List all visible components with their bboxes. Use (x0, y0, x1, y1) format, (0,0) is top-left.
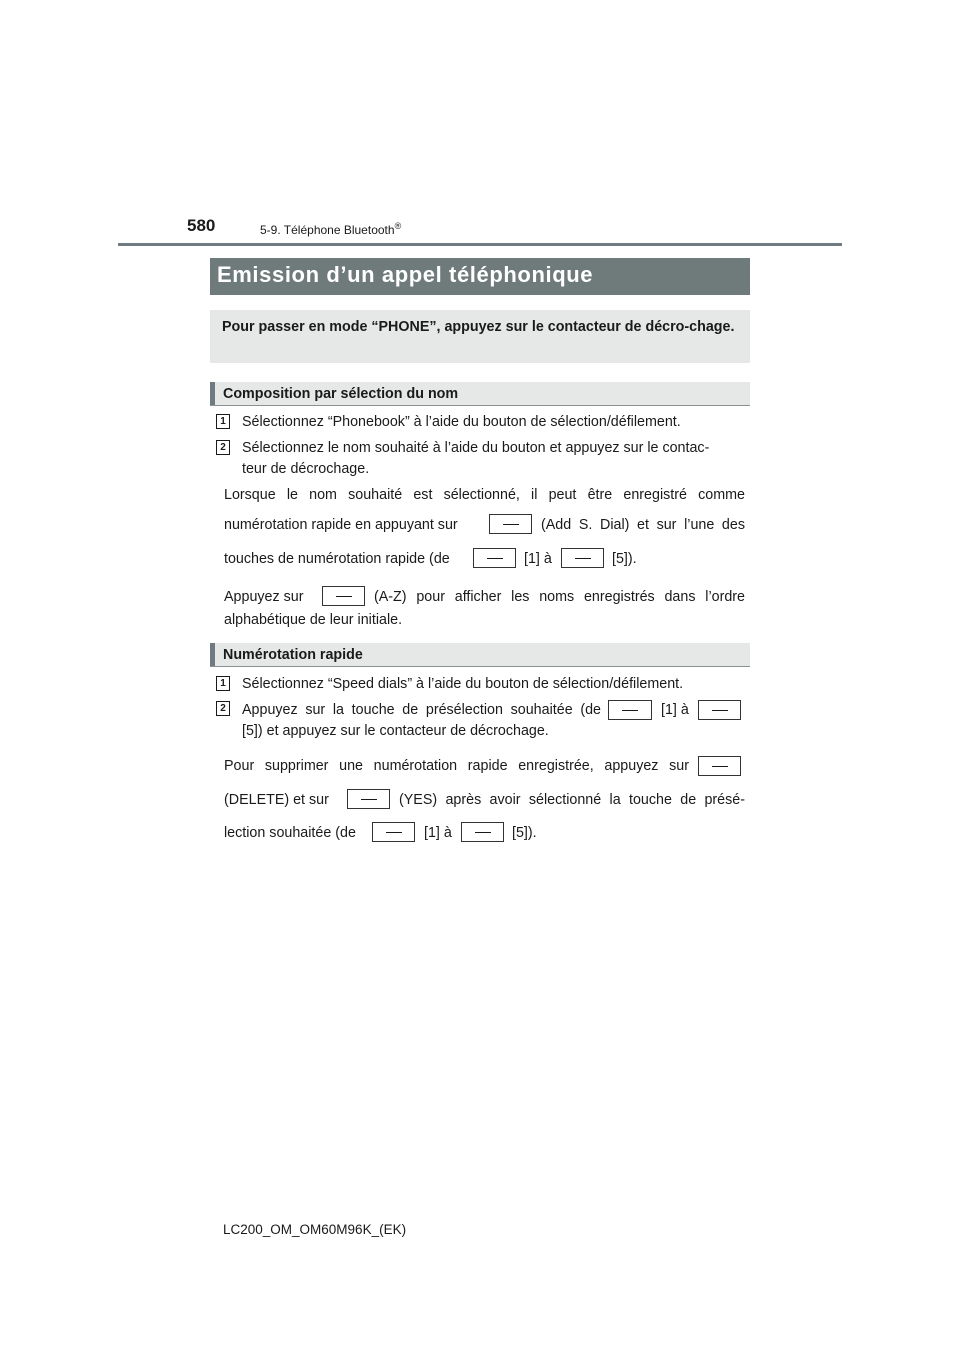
note-text: (YES) après avoir sélectionné la touche de présé- (399, 792, 745, 808)
step-text: Sélectionnez “Speed dials” à l’aide du bouton de sélection/défilement. (242, 676, 684, 692)
note-text: alphabétique de leur initiale. (224, 612, 403, 628)
header-rule (118, 243, 842, 246)
step-number-2: 2 (216, 701, 230, 716)
step-number-1: 1 (216, 414, 230, 429)
step-text: Sélectionnez le nom souhaité à l’aide du bouton et appuyez sur le contac- (242, 440, 710, 456)
note-text: [1] à (524, 551, 552, 567)
step-number-1: 1 (216, 676, 230, 691)
add-speed-dial-button[interactable] (489, 514, 532, 534)
note-text: [1] à (424, 825, 452, 841)
page-number: 580 (187, 216, 216, 235)
subsection-heading-text: Composition par sélection du nom (223, 386, 459, 402)
section-label (260, 221, 401, 237)
step-text: Sélectionnez “Phonebook” à l’aide du bouton de sélection/défilement. (242, 414, 681, 430)
note-text: Appuyez sur (224, 589, 304, 605)
note-text: [5]). (612, 551, 637, 567)
step-text: [5]) et appuyez sur le contacteur de décrochage. (242, 723, 549, 739)
subsection-heading-text: Numérotation rapide (223, 647, 363, 663)
note-text: lection souhaitée (de (224, 825, 356, 841)
step-number-2: 2 (216, 440, 230, 455)
note-text: Pour supprimer une numérotation rapide enregistrée, appuyez sur (224, 758, 689, 774)
speed-dial-5-button[interactable] (461, 822, 504, 842)
step-text: [1] à (661, 702, 689, 718)
step-text: teur de décrochage. (242, 461, 370, 477)
note-text: numérotation rapide en appuyant sur (224, 517, 458, 533)
speed-dial-1-button[interactable] (372, 822, 415, 842)
speed-dial-5-button[interactable] (561, 548, 604, 568)
speed-dial-1-button[interactable] (473, 548, 516, 568)
section-label-text: 5-9. Téléphone Bluetooth (260, 223, 395, 237)
note-text: touches de numérotation rapide (de (224, 551, 450, 567)
subsection-heading-name-dial (210, 382, 750, 406)
registered-mark: ® (394, 221, 402, 231)
speed-dial-1-button[interactable] (608, 700, 652, 720)
note-text: Lorsque le nom souhaité est sélectionné, il peut être enregistré comme (224, 487, 745, 503)
note-text: [5]). (512, 825, 537, 841)
a-z-button[interactable] (322, 586, 365, 606)
intro-box: Pour passer en mode “PHONE”, appuyez sur le contacteur de décro-chage. (210, 310, 750, 363)
note-text: (A-Z) pour afficher les noms enregistrés dans l’ordre (374, 589, 745, 605)
page-title: Emission d’un appel téléphonique (210, 258, 750, 295)
delete-button[interactable] (698, 756, 741, 776)
subsection-heading-speed-dial (210, 643, 750, 667)
note-text: (Add S. Dial) et sur l’une des (541, 517, 745, 533)
footer-doc-code: LC200_OM_OM60M96K_(EK) (223, 1222, 407, 1237)
speed-dial-5-button[interactable] (698, 700, 741, 720)
note-text: (DELETE) et sur (224, 792, 329, 808)
yes-button[interactable] (347, 789, 390, 809)
step-text: Appuyez sur la touche de présélection souhaitée (de (242, 702, 601, 718)
